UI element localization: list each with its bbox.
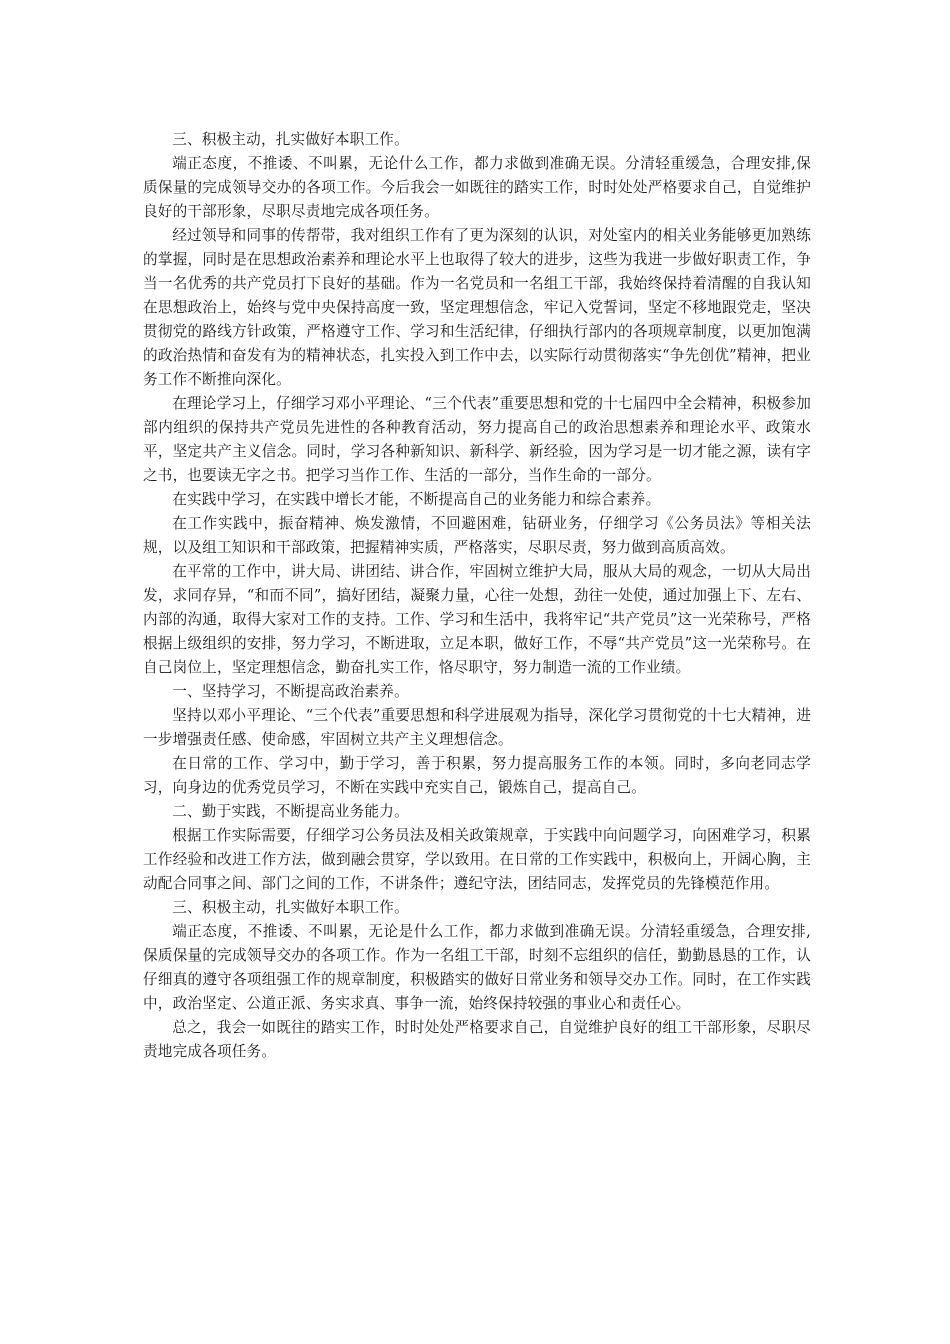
paragraph: 在理论学习上，仔细学习邓小平理论、“三个代表”重要思想和党的十七届四中全会精神，积极参加部内组织的保持共产党员先进性的各种教育活动，努力提高自己的政治思想素养和理论水平、政策水平，坚定共产主义信念。同时，学习各种新知识、新科学、新经验，因为学习是一切才能之源，读有字之书，也要读无字之书。把学习当作工作、生活的一部分，当作生命的一部分。 bbox=[143, 395, 811, 484]
paragraph: 经过领导和同事的传帮带，我对组织工作有了更为深刻的认识，对处室内的相关业务能够更加熟练的掌握，同时是在思想政治素养和理论水平上也取得了较大的进步，这些为我进一步做好职责工作，争当一名优秀的共产党员打下良好的基础。作为一名党员和一名组工干部，我始终保持着清醒的自我认知在思想政治上，始终与党中央保持高度一致，坚定理想信念，牢记入党誓词，坚定不移地跟党走，坚决贯彻党的路线方针政策，严格遵守工作、学习和生活纪律，仔细执行部内的各项规章制度，以更加饱满的政治热情和奋发有为的精神状态，扎实投入到工作中去，以实际行动贯彻落实“争先创优”精神，把业务工作不断推向深化。 bbox=[143, 227, 811, 388]
document-body bbox=[143, 128, 811, 1064]
paragraph: 在日常的工作、学习中，勤于学习，善于积累，努力提高服务工作的本领。同时，多向老同志学习，向身边的优秀党员学习，不断在实践中充实自己，锻炼自己，提高自己。 bbox=[143, 755, 811, 796]
section-heading-2: 二、勤于实践，不断提高业务能力。 bbox=[172, 803, 409, 820]
section-heading-3-repeat: 三、积极主动，扎实做好本职工作。 bbox=[172, 899, 409, 916]
paragraph: 根据工作实际需要，仔细学习公务员法及相关政策规章，于实践中向问题学习，向困难学习，积累工作经验和改进工作方法，做到融会贯穿，学以致用。在日常的工作实践中，积极向上，开阔心胸，主动配合同事之间、部门之间的工作，不讲条件；遵纪守法，团结同志，发挥党员的先锋模范作用。 bbox=[143, 827, 811, 892]
paragraph: 在实践中学习，在实践中增长才能，不断提高自己的业务能力和综合素养。 bbox=[172, 491, 661, 508]
paragraph: 端正态度，不推诿、不叫累，无论什么工作，都力求做到准确无误。分清轻重缓急，合理安排,保质保量的完成领导交办的各项工作。今后我会一如既往的踏实工作，时时处处严格要求自己，自觉维护良好的干部形象，尽职尽责地完成各项任务。 bbox=[143, 155, 811, 220]
section-heading-1: 一、坚持学习，不断提高政治素养。 bbox=[172, 683, 409, 700]
paragraph: 端正态度，不推诿、不叫累，无论是什么工作，都力求做到准确无误。分清轻重缓急，合理安排,保质保量的完成领导交办的各项工作。作为一名组工干部，时刻不忘组织的信任，勤勤恳恳的工作，认仔细真的遵守各项组强工作的规章制度，积极踏实的做好日常业务和领导交办工作。同时，在工作实践中，政治坚定、公道正派、务实求真、事争一流，始终保持较强的事业心和责任心。 bbox=[143, 923, 811, 1012]
conclusion-paragraph: 总之，我会一如既往的踏实工作，时时处处严格要求自己，自觉维护良好的组工干部形象，尽职尽责地完成各项任务。 bbox=[143, 1019, 811, 1060]
paragraph: 在平常的工作中，讲大局、讲团结、讲合作，牢固树立维护大局，服从大局的观念，一切从大局出发，求同存异，“和而不同”，搞好团结，凝聚力量，心往一处想，劲往一处使，通过加强上下、左右、内部的沟通，取得大家对工作的支持。工作、学习和生活中，我将牢记“共产党员”这一光荣称号，严格根据上级组织的安排，努力学习，不断进取，立足本职，做好工作，不辱“共产党员”这一光荣称号。在自己岗位上，坚定理想信念，勤奋扎实工作，恪尽职守，努力制造一流的工作业绩。 bbox=[143, 563, 811, 676]
paragraph: 在工作实践中，振奋精神、焕发激情，不回避困难，钻研业务，仔细学习《公务员法》等相关法规，以及组工知识和干部政策，把握精神实质，严格落实，尽职尽责，努力做到高质高效。 bbox=[143, 515, 811, 556]
section-heading-3: 三、积极主动，扎实做好本职工作。 bbox=[172, 131, 409, 148]
paragraph: 坚持以邓小平理论、“三个代表”重要思想和科学进展观为指导，深化学习贯彻党的十七大精神，进一步增强责任感、使命感，牢固树立共产主义理想信念。 bbox=[143, 707, 811, 748]
